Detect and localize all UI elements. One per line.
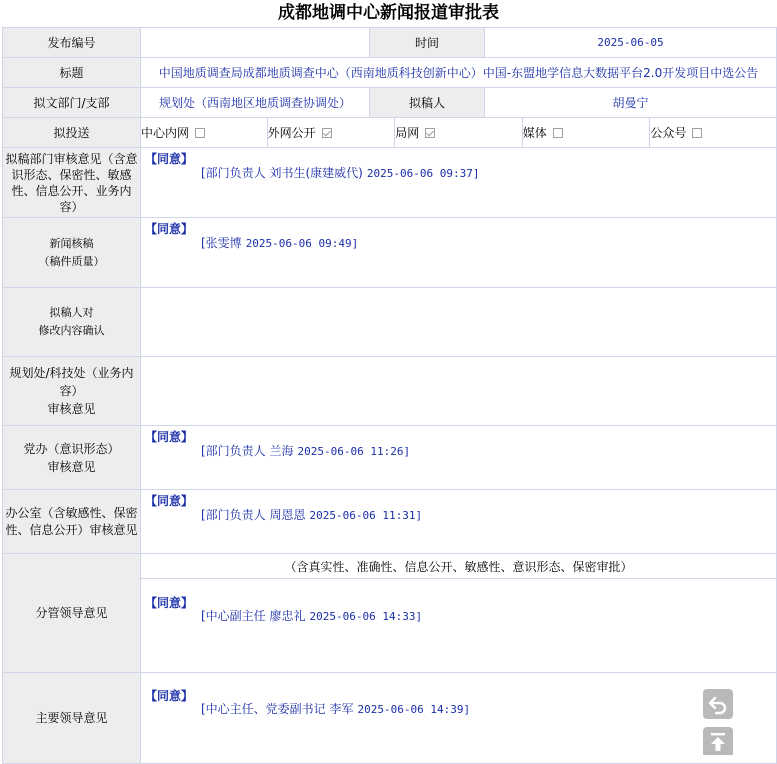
main-leader-opinion-label: 主要领导意见 (3, 673, 141, 764)
office-review-opinion (141, 490, 777, 554)
scroll-to-top-icon (707, 730, 729, 752)
checkbox-public[interactable] (322, 128, 332, 138)
opinion-tag: 【同意】 (145, 430, 194, 444)
opinion-signature: [张雯博 2025-06-06 09:49] (201, 236, 359, 250)
party-review-opinion (141, 426, 777, 490)
news-review-opinion (141, 218, 777, 288)
send-label: 拟投送 (3, 118, 141, 148)
office-review-label: 办公室（含敏感性、保密性、信息公开）审核意见 (3, 490, 141, 554)
send-options (141, 118, 777, 148)
time-value: 2025-06-05 (485, 28, 777, 58)
dept-value: 规划处（西南地区地质调查协调处） (141, 88, 370, 118)
opinion-tag: 【同意】 (145, 689, 194, 703)
opinion-signature: [部门负责人 兰海 2025-06-06 11:26] (201, 444, 411, 458)
dept-label: 拟文部门/支部 (3, 88, 141, 118)
pub-no-value (141, 28, 370, 58)
send-option-label: 媒体 (522, 126, 547, 140)
dept-review-label: 拟稿部门审核意见（含意识形态、保密性、敏感性、信息公开、业务内容） (3, 148, 141, 218)
approval-form (2, 27, 777, 764)
drafter-confirm-label: 拟稿人对 修改内容确认 (3, 288, 141, 357)
opinion-tag: 【同意】 (145, 152, 194, 166)
checkbox-bureau[interactable] (425, 128, 435, 138)
send-option-bureau[interactable] (394, 118, 522, 147)
opinion-tag: 【同意】 (145, 494, 194, 508)
dept-review-opinion (141, 148, 777, 218)
opinion-tag: 【同意】 (145, 222, 194, 236)
leader-opinion (141, 579, 777, 673)
planning-review-opinion (141, 357, 777, 426)
send-option-label: 公众号 (650, 126, 687, 140)
party-review-label: 党办（意识形态） 审核意见 (3, 426, 141, 490)
time-label: 时间 (370, 28, 485, 58)
title-value: 中国地质调查局成都地质调查中心（西南地质科技创新中心）中国-东盟地学信息大数据平台2.0开发项目中选公告 (141, 58, 777, 88)
planning-review-label: 规划处/科技处（业务内容） 审核意见 (3, 357, 141, 426)
send-option-label: 外网公开 (267, 126, 316, 140)
send-option-wechat[interactable] (649, 118, 776, 147)
news-review-label: 新闻核稿 （稿件质量） (3, 218, 141, 288)
leader-opinion-note: （含真实性、准确性、信息公开、敏感性、意识形态、保密审批） (141, 554, 777, 579)
opinion-signature: [部门负责人 周恩恩 2025-06-06 11:31] (201, 508, 423, 522)
checkbox-wechat[interactable] (692, 128, 702, 138)
opinion-signature: [部门负责人 刘书生(康建威代) 2025-06-06 09:37] (201, 166, 480, 180)
opinion-signature: [中心副主任 廖忠礼 2025-06-06 14:33] (201, 609, 423, 623)
page-title: 成都地调中心新闻报道审批表 (278, 3, 499, 23)
back-button[interactable] (703, 689, 733, 719)
checkbox-intranet[interactable] (195, 128, 205, 138)
drafter-value: 胡曼宁 (485, 88, 777, 118)
opinion-tag: 【同意】 (145, 596, 194, 610)
send-option-label: 局网 (395, 126, 420, 140)
opinion-signature: [中心主任、党委副书记 李军 2025-06-06 14:39] (201, 702, 471, 716)
drafter-label: 拟稿人 (370, 88, 485, 118)
main-leader-opinion (141, 673, 777, 764)
send-option-media[interactable] (522, 118, 650, 147)
send-option-public[interactable] (267, 118, 395, 147)
send-option-intranet[interactable] (141, 118, 267, 147)
pub-no-label: 发布编号 (3, 28, 141, 58)
back-arrow-icon (707, 693, 729, 715)
leader-opinion-label: 分管领导意见 (3, 554, 141, 673)
scroll-to-top-button[interactable] (703, 727, 733, 755)
drafter-confirm-opinion (141, 288, 777, 357)
title-label: 标题 (3, 58, 141, 88)
send-option-label: 中心内网 (141, 126, 190, 140)
checkbox-media[interactable] (553, 128, 563, 138)
